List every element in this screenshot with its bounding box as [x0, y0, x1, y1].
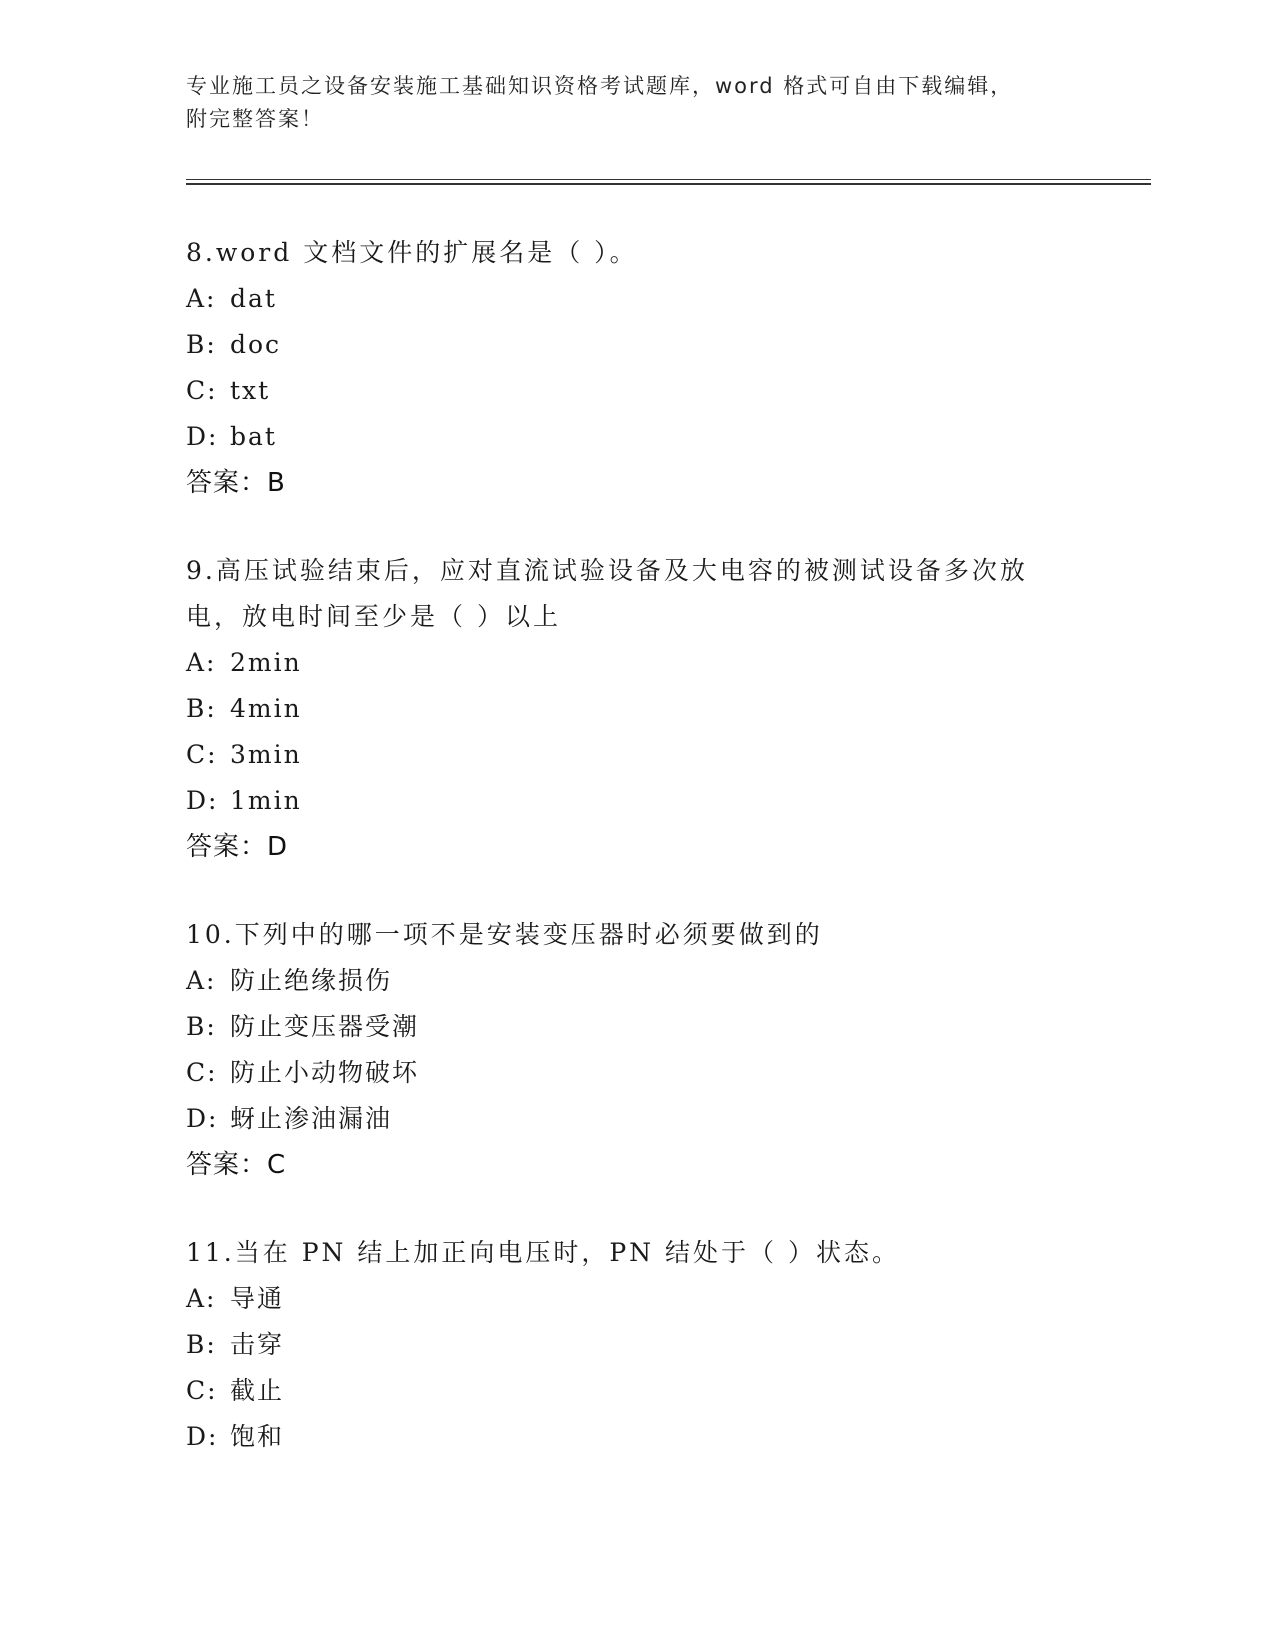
option-b	[186, 686, 1066, 732]
option-text: 导通	[230, 1284, 285, 1313]
question-text: 10.下列中的哪一项不是安装变压器时必须要做到的	[186, 920, 823, 949]
answer-line: 答案：B	[186, 468, 286, 498]
option-text: 击穿	[230, 1330, 285, 1359]
question-8	[186, 230, 1066, 506]
question-text-line-2: 电，放电时间至少是（ ）以上	[186, 602, 561, 631]
option-a	[186, 1276, 1066, 1322]
option-text: 4min	[230, 694, 302, 723]
option-c	[186, 368, 1066, 414]
option-b	[186, 1004, 1066, 1050]
answer-line: 答案：C	[186, 1150, 287, 1180]
option-letter: C:	[186, 1058, 218, 1087]
option-text: txt	[230, 376, 271, 405]
option-letter: B:	[186, 1330, 217, 1359]
header-line-1: 专业施工员之设备安装施工基础知识资格考试题库，word 格式可自由下载编辑，	[186, 74, 1014, 98]
option-letter: D:	[186, 786, 219, 815]
option-d	[186, 414, 1066, 460]
option-letter: D:	[186, 422, 219, 451]
option-letter: B:	[186, 694, 217, 723]
header-divider-bottom	[186, 183, 1151, 185]
header-line-2: 附完整答案！	[186, 107, 324, 131]
option-b	[186, 1322, 1066, 1368]
option-d	[186, 778, 1066, 824]
option-text: 蚜止渗油漏油	[230, 1104, 393, 1133]
option-a	[186, 640, 1066, 686]
option-text: 防止小动物破坏	[230, 1058, 420, 1087]
option-letter: A:	[186, 966, 217, 995]
option-text: 3min	[230, 740, 302, 769]
option-text: dat	[230, 284, 277, 313]
question-11	[186, 1230, 1066, 1460]
document-header	[186, 70, 1066, 136]
option-letter: D:	[186, 1104, 219, 1133]
option-d	[186, 1096, 1066, 1142]
option-letter: C:	[186, 740, 218, 769]
option-b	[186, 322, 1066, 368]
question-9	[186, 548, 1066, 870]
option-c	[186, 732, 1066, 778]
option-text: 饱和	[230, 1422, 285, 1451]
option-text: 截止	[230, 1376, 285, 1405]
header-divider-top	[186, 179, 1151, 180]
option-letter: A:	[186, 1284, 217, 1313]
option-text: bat	[230, 422, 277, 451]
option-letter: D:	[186, 1422, 219, 1451]
option-c	[186, 1050, 1066, 1096]
option-text: 防止绝缘损伤	[230, 966, 393, 995]
question-10	[186, 912, 1066, 1188]
option-text: 2min	[230, 648, 302, 677]
question-text: 8.word 文档文件的扩展名是（ ）。	[186, 238, 638, 267]
option-letter: C:	[186, 1376, 218, 1405]
option-d	[186, 1414, 1066, 1460]
option-a	[186, 276, 1066, 322]
option-text: 防止变压器受潮	[230, 1012, 420, 1041]
option-letter: A:	[186, 284, 217, 313]
option-letter: A:	[186, 648, 217, 677]
option-c	[186, 1368, 1066, 1414]
option-letter: B:	[186, 1012, 217, 1041]
question-text: 11.当在 PN 结上加正向电压时，PN 结处于（ ）状态。	[186, 1238, 900, 1267]
option-letter: C:	[186, 376, 218, 405]
question-text-line-1: 9.高压试验结束后，应对直流试验设备及大电容的被测试设备多次放	[186, 556, 1028, 585]
option-text: 1min	[230, 786, 302, 815]
option-text: doc	[230, 330, 282, 359]
answer-line: 答案：D	[186, 832, 289, 862]
option-a	[186, 958, 1066, 1004]
option-letter: B:	[186, 330, 217, 359]
